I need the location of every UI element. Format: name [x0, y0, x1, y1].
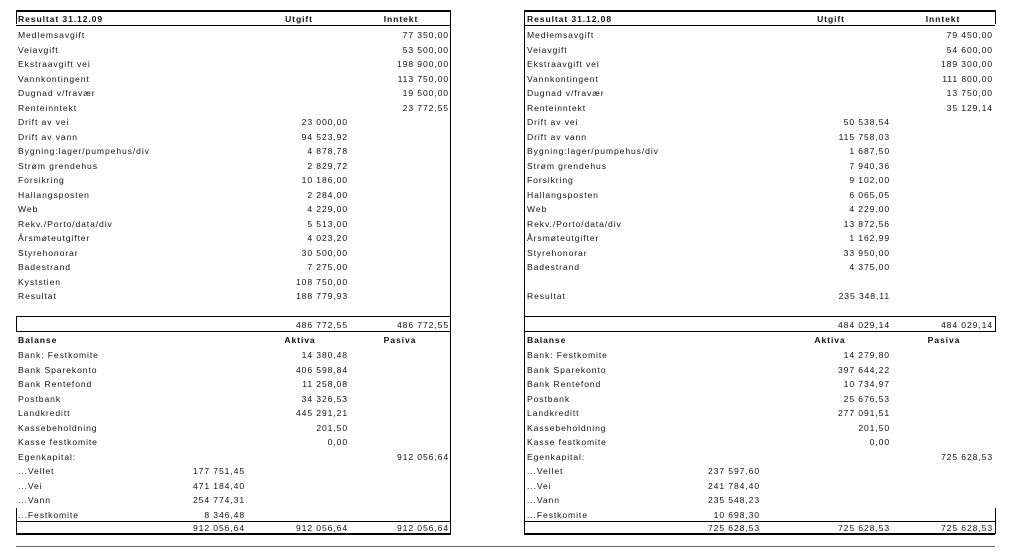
balance-label: ...Festkomite: [18, 509, 79, 520]
row-inntekt: 111 800,00: [942, 73, 993, 84]
balance-sub: 177 751,45: [192, 466, 245, 476]
row-utgift: 1 687,50: [849, 146, 890, 156]
balance-aktiva: 0,00: [869, 437, 890, 447]
balance-label: ...Vei: [18, 480, 43, 491]
row-label: Forsikring: [18, 175, 65, 185]
page-bottom-rule: [16, 546, 995, 547]
row-inntekt: 198 900,00: [396, 59, 449, 69]
balance-total-pasiva: 912 056,64: [396, 523, 449, 533]
balance-aktiva: 445 291,21: [295, 408, 348, 418]
row-label: Hallangsposten: [18, 189, 90, 200]
row-label: Styrehonorar: [527, 247, 588, 258]
row-label: Bygning:lager/pumpehus/div: [18, 146, 150, 156]
row-utgift: 235 348,11: [838, 291, 890, 301]
inntekt-header: Inntekt: [925, 14, 961, 24]
left-balance-total-rule: [16, 521, 450, 522]
balance-aktiva: 34 326,53: [301, 393, 348, 404]
balance-pasiva: 725 628,53: [940, 451, 993, 462]
right-header-border: [995, 10, 996, 24]
balance-label: Egenkapital:: [527, 451, 586, 462]
row-utgift: 33 950,00: [843, 247, 890, 258]
left-header-border: [16, 10, 17, 24]
row-label: Dugnad v/fravær: [527, 88, 605, 98]
right-bottom-border: [995, 508, 996, 534]
row-label: Årsmøteutgifter: [527, 233, 600, 243]
row-inntekt: 35 129,14: [946, 102, 993, 113]
row-label: Renteinntekt: [18, 102, 78, 113]
row-utgift: 2 284,00: [307, 189, 348, 200]
row-label: Strøm grendehus: [527, 160, 607, 171]
balance-label: Landkreditt: [527, 408, 580, 418]
row-label: Drift av vann: [18, 131, 78, 142]
row-label: Vannkontingent: [18, 73, 90, 84]
balance-aktiva: 277 091,51: [837, 408, 890, 418]
left-bottom-border: [16, 508, 17, 534]
left-totals-border: [16, 316, 17, 332]
balance-aktiva: 14 279,80: [843, 350, 890, 360]
row-label: Ekstraavgift vei: [18, 59, 91, 69]
row-inntekt: 13 750,00: [946, 88, 993, 98]
balance-label: Bank: Festkomite: [18, 350, 99, 360]
row-inntekt: 113 750,00: [397, 73, 449, 84]
balance-label: Kassebeholdning: [18, 422, 98, 433]
balance-label: ...Vei: [527, 480, 552, 491]
balance-label: Kasse festkomite: [18, 437, 98, 447]
row-utgift: 9 102,00: [849, 175, 890, 185]
pasiva-header: Pasiva: [927, 335, 961, 345]
balance-total-aktiva: 725 628,53: [837, 523, 890, 533]
row-label: Resultat: [527, 291, 566, 301]
aktiva-header: Aktiva: [284, 335, 316, 345]
right-totals-bottom-rule: [524, 331, 995, 332]
balance-aktiva: 25 676,53: [843, 393, 890, 404]
total-utgift: 486 772,55: [295, 320, 348, 330]
balance-total-sub: 912 056,64: [192, 523, 245, 533]
row-inntekt: 189 300,00: [940, 59, 993, 69]
balance-title: Balanse: [18, 335, 58, 345]
row-inntekt: 54 600,00: [946, 44, 993, 55]
balance-aktiva: 14 380,48: [301, 350, 348, 360]
row-label: Drift av vei: [527, 117, 579, 127]
row-label: Rekv./Porto/data/div: [527, 218, 622, 229]
row-label: Veiavgift: [527, 44, 568, 55]
row-utgift: 4 229,00: [307, 204, 348, 214]
balance-total-sub: 725 628,53: [707, 523, 760, 533]
row-label: Årsmøteutgifter: [18, 233, 91, 243]
balance-aktiva: 201,50: [858, 422, 890, 433]
row-label: Forsikring: [527, 175, 574, 185]
row-utgift: 4 023,20: [307, 233, 348, 243]
row-label: Badestrand: [18, 262, 71, 272]
row-label: Vannkontingent: [527, 73, 599, 84]
balance-aktiva: 0,00: [327, 437, 348, 447]
row-utgift: 4 375,00: [849, 262, 890, 272]
balance-label: ...Festkomite: [527, 509, 588, 520]
total-utgift: 484 029,14: [837, 320, 890, 330]
aktiva-header: Aktiva: [814, 335, 846, 345]
balance-label: Bank Rentefond: [527, 379, 602, 389]
result-title: Resultat 31.12.09: [18, 14, 104, 24]
balance-sub: 254 774,31: [192, 495, 245, 505]
left-column-divider: [450, 10, 451, 535]
row-utgift: 2 829,72: [307, 160, 348, 171]
balance-label: ...Vellet: [18, 466, 55, 476]
row-label: Ekstraavgift vei: [527, 59, 600, 69]
utgift-header: Utgift: [817, 14, 845, 24]
row-inntekt: 79 450,00: [946, 30, 993, 40]
balance-total-pasiva: 725 628,53: [940, 523, 993, 533]
balance-sub: 241 784,40: [707, 480, 760, 491]
row-utgift: 30 500,00: [301, 247, 348, 258]
balance-sub: 8 346,48: [204, 509, 245, 520]
right-bottom-rule: [524, 533, 995, 535]
right-header-rule: [524, 25, 995, 26]
row-utgift: 13 872,56: [843, 218, 890, 229]
row-utgift: 115 758,03: [838, 131, 890, 142]
total-inntekt: 486 772,55: [396, 320, 449, 330]
row-utgift: 1 162,99: [849, 233, 890, 243]
balance-label: Kasse festkomite: [527, 437, 607, 447]
row-inntekt: 23 772,55: [402, 102, 449, 113]
left-bottom-rule: [16, 533, 450, 535]
row-label: Web: [18, 204, 39, 214]
balance-label: Bank Sparekonto: [18, 364, 98, 375]
row-utgift: 94 523,92: [301, 131, 348, 142]
balance-label: ...Vann: [527, 495, 560, 505]
right-balance-total-rule: [524, 521, 995, 522]
pasiva-header: Pasiva: [383, 335, 417, 345]
row-utgift: 5 513,00: [307, 218, 348, 229]
inntekt-header: Inntekt: [383, 14, 419, 24]
right-totals-top-rule: [524, 316, 995, 317]
row-label: Bygning:lager/pumpehus/div: [527, 146, 659, 156]
utgift-header: Utgift: [285, 14, 313, 24]
balance-sub: 237 597,60: [707, 466, 760, 476]
balance-sub: 471 184,40: [192, 480, 245, 491]
left-header-rule: [16, 25, 450, 26]
left-totals-bottom-rule: [16, 331, 450, 332]
row-utgift: 108 750,00: [295, 276, 348, 287]
row-utgift: 23 000,00: [301, 117, 348, 127]
row-utgift: 10 186,00: [301, 175, 348, 185]
balance-sub: 235 548,23: [707, 495, 760, 505]
row-label: Hallangsposten: [527, 189, 599, 200]
row-utgift: 188 779,93: [295, 291, 348, 301]
balance-aktiva: 10 734,97: [843, 379, 890, 389]
right-totals-border: [995, 316, 996, 332]
row-utgift: 4 878,78: [307, 146, 348, 156]
row-utgift: 7 940,36: [849, 160, 890, 171]
row-label: Medlemsavgift: [18, 30, 86, 40]
balance-label: Postbank: [527, 393, 571, 404]
row-label: Web: [527, 204, 548, 214]
row-label: Drift av vei: [18, 117, 70, 127]
row-label: Resultat: [18, 291, 57, 301]
right-column-divider: [524, 10, 525, 535]
row-label: Medlemsavgift: [527, 30, 595, 40]
balance-aktiva: 397 644,22: [837, 364, 890, 375]
balance-label: ...Vann: [18, 495, 51, 505]
balance-label: Postbank: [18, 393, 62, 404]
balance-label: Bank: Festkomite: [527, 350, 608, 360]
right-top-rule: [524, 10, 995, 12]
balance-aktiva: 11 258,08: [302, 379, 348, 389]
row-label: Drift av vann: [527, 131, 587, 142]
row-inntekt: 53 500,00: [402, 44, 449, 55]
row-label: Kyststien: [18, 276, 61, 287]
row-utgift: 50 538,54: [843, 117, 890, 127]
balance-label: Bank Sparekonto: [527, 364, 607, 375]
balance-aktiva: 201,50: [316, 422, 348, 433]
row-label: Veiavgift: [18, 44, 59, 55]
row-utgift: 6 065,05: [849, 189, 890, 200]
result-title: Resultat 31.12.08: [527, 14, 613, 24]
balance-sub: 10 698,30: [713, 509, 760, 520]
row-label: Strøm grendehus: [18, 160, 98, 171]
row-label: Styrehonorar: [18, 247, 79, 258]
balance-aktiva: 406 598,84: [295, 364, 348, 375]
row-utgift: 7 275,00: [307, 262, 348, 272]
balance-title: Balanse: [527, 335, 567, 345]
balance-label: Kassebeholdning: [527, 422, 607, 433]
row-label: Renteinntekt: [527, 102, 587, 113]
balance-pasiva: 912 056,64: [396, 451, 449, 462]
left-totals-top-rule: [16, 316, 450, 317]
total-inntekt: 484 029,14: [940, 320, 993, 330]
balance-total-aktiva: 912 056,64: [295, 523, 348, 533]
row-label: Rekv./Porto/data/div: [18, 218, 113, 229]
row-utgift: 4 229,00: [849, 204, 890, 214]
balance-label: Bank Rentefond: [18, 379, 93, 389]
row-label: Dugnad v/fravær: [18, 88, 96, 98]
row-inntekt: 19 500,00: [402, 88, 449, 98]
row-label: Badestrand: [527, 262, 580, 272]
balance-label: Egenkapital:: [18, 451, 77, 462]
balance-label: ...Vellet: [527, 466, 564, 476]
row-inntekt: 77 350,00: [402, 30, 449, 40]
balance-label: Landkreditt: [18, 408, 71, 418]
left-top-rule: [16, 10, 450, 12]
